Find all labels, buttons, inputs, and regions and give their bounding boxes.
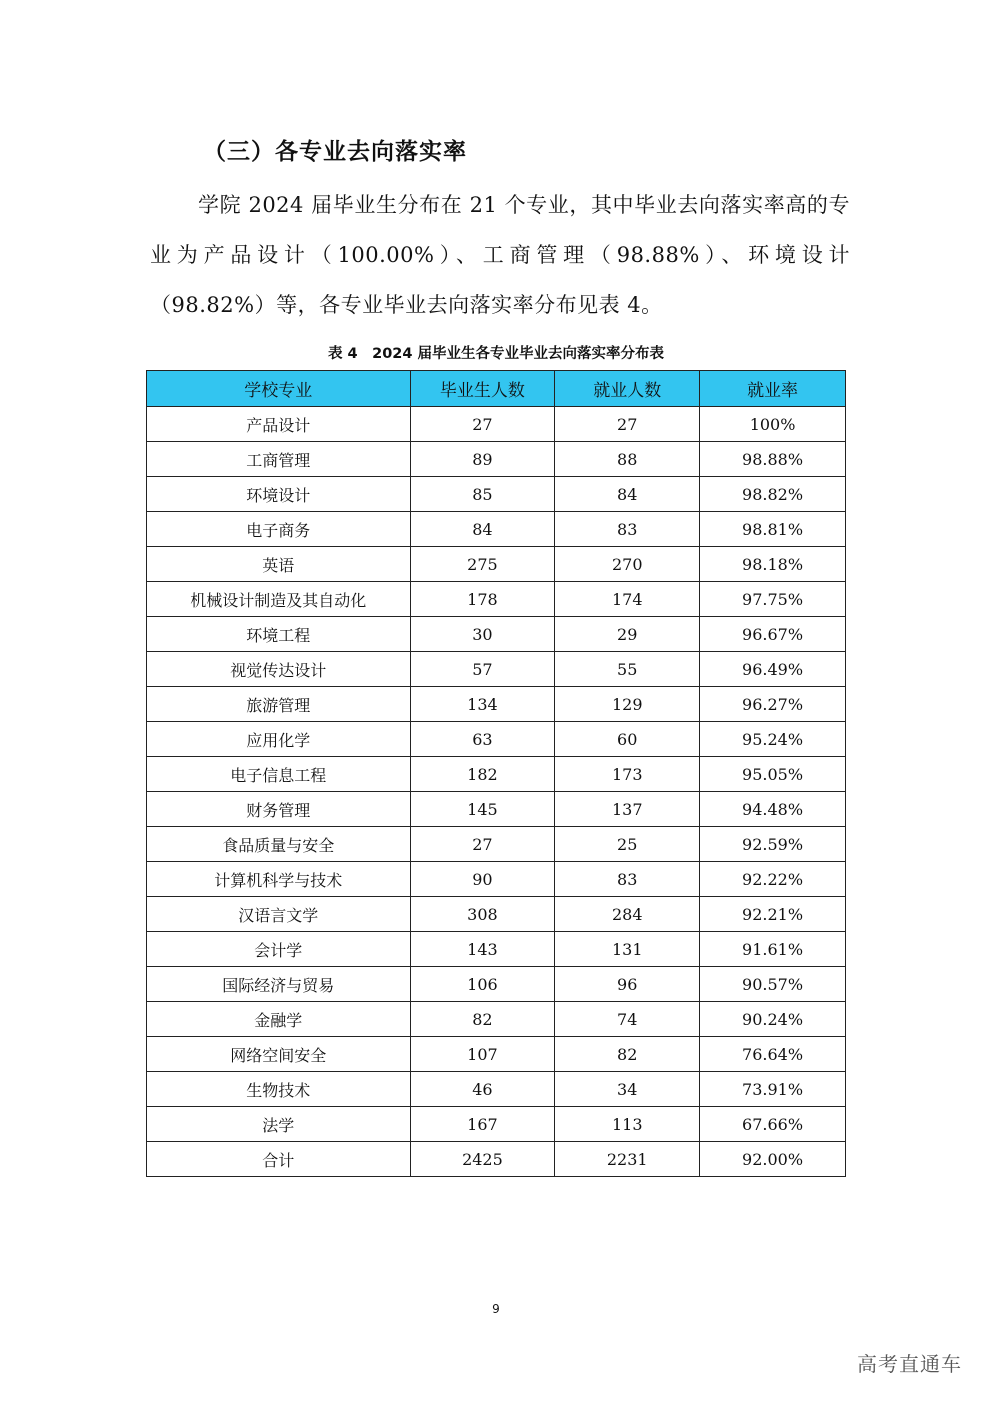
cell-major: 应用化学 — [147, 722, 411, 757]
table-row — [147, 967, 846, 1002]
table-row — [147, 687, 846, 722]
cell-employed: 82 — [555, 1037, 700, 1072]
cell-major: 环境工程 — [147, 617, 411, 652]
cell-graduates: 134 — [410, 687, 555, 722]
cell-employed: 270 — [555, 547, 700, 582]
table-row — [147, 1037, 846, 1072]
cell-rate: 98.18% — [700, 547, 846, 582]
cell-rate: 73.91% — [700, 1072, 846, 1107]
cell-graduates: 275 — [410, 547, 555, 582]
cell-graduates: 85 — [410, 477, 555, 512]
cell-graduates: 2425 — [410, 1142, 555, 1177]
table-total-row — [147, 1142, 846, 1177]
cell-graduates: 82 — [410, 1002, 555, 1037]
cell-employed: 27 — [555, 407, 700, 442]
cell-graduates: 30 — [410, 617, 555, 652]
table-row — [147, 442, 846, 477]
table-row — [147, 792, 846, 827]
table-row — [147, 512, 846, 547]
cell-employed: 60 — [555, 722, 700, 757]
watermark-text: 高考直通车 — [857, 1352, 962, 1376]
cell-rate: 98.82% — [700, 477, 846, 512]
cell-graduates: 57 — [410, 652, 555, 687]
cell-employed: 131 — [555, 932, 700, 967]
cell-rate: 92.00% — [700, 1142, 846, 1177]
cell-major: 网络空间安全 — [147, 1037, 411, 1072]
cell-rate: 96.67% — [700, 617, 846, 652]
column-header-major: 学校专业 — [147, 371, 411, 407]
column-header-employed: 就业人数 — [555, 371, 700, 407]
cell-major: 法学 — [147, 1107, 411, 1142]
cell-major: 机械设计制造及其自动化 — [147, 582, 411, 617]
cell-employed: 74 — [555, 1002, 700, 1037]
cell-rate: 94.48% — [700, 792, 846, 827]
table-row — [147, 652, 846, 687]
cell-graduates: 90 — [410, 862, 555, 897]
cell-rate: 67.66% — [700, 1107, 846, 1142]
cell-employed: 137 — [555, 792, 700, 827]
cell-employed: 83 — [555, 862, 700, 897]
cell-graduates: 143 — [410, 932, 555, 967]
cell-rate: 90.57% — [700, 967, 846, 1002]
cell-rate: 92.59% — [700, 827, 846, 862]
cell-major: 国际经济与贸易 — [147, 967, 411, 1002]
table-row — [147, 827, 846, 862]
cell-graduates: 27 — [410, 827, 555, 862]
table-row — [147, 897, 846, 932]
cell-major: 英语 — [147, 547, 411, 582]
cell-employed: 113 — [555, 1107, 700, 1142]
table-header-row — [147, 371, 846, 407]
cell-rate: 96.49% — [700, 652, 846, 687]
cell-employed: 25 — [555, 827, 700, 862]
page-number: 9 — [492, 1302, 500, 1316]
table-body — [147, 407, 846, 1177]
cell-major: 金融学 — [147, 1002, 411, 1037]
table-caption: 表 4 2024 届毕业生各专业毕业去向落实率分布表 — [327, 346, 665, 362]
table-row — [147, 862, 846, 897]
cell-graduates: 178 — [410, 582, 555, 617]
cell-major: 合计 — [147, 1142, 411, 1177]
cell-rate: 91.61% — [700, 932, 846, 967]
cell-major: 视觉传达设计 — [147, 652, 411, 687]
cell-employed: 284 — [555, 897, 700, 932]
cell-graduates: 46 — [410, 1072, 555, 1107]
table-row — [147, 547, 846, 582]
cell-employed: 2231 — [555, 1142, 700, 1177]
cell-graduates: 167 — [410, 1107, 555, 1142]
cell-rate: 92.22% — [700, 862, 846, 897]
cell-employed: 174 — [555, 582, 700, 617]
cell-rate: 97.75% — [700, 582, 846, 617]
cell-employed: 96 — [555, 967, 700, 1002]
table-row — [147, 1107, 846, 1142]
employment-rate-table — [146, 370, 846, 1177]
cell-rate: 98.88% — [700, 442, 846, 477]
cell-major: 食品质量与安全 — [147, 827, 411, 862]
cell-major: 产品设计 — [147, 407, 411, 442]
cell-graduates: 145 — [410, 792, 555, 827]
table-row — [147, 617, 846, 652]
cell-rate: 96.27% — [700, 687, 846, 722]
column-header-graduates: 毕业生人数 — [410, 371, 555, 407]
cell-employed: 84 — [555, 477, 700, 512]
cell-graduates: 107 — [410, 1037, 555, 1072]
cell-rate: 90.24% — [700, 1002, 846, 1037]
cell-graduates: 89 — [410, 442, 555, 477]
cell-graduates: 308 — [410, 897, 555, 932]
cell-graduates: 106 — [410, 967, 555, 1002]
table-row — [147, 757, 846, 792]
cell-employed: 173 — [555, 757, 700, 792]
cell-major: 工商管理 — [147, 442, 411, 477]
cell-major: 会计学 — [147, 932, 411, 967]
cell-rate: 95.05% — [700, 757, 846, 792]
cell-major: 财务管理 — [147, 792, 411, 827]
cell-rate: 100% — [700, 407, 846, 442]
cell-employed: 55 — [555, 652, 700, 687]
table-row — [147, 1072, 846, 1107]
table-row — [147, 1002, 846, 1037]
cell-employed: 34 — [555, 1072, 700, 1107]
cell-employed: 129 — [555, 687, 700, 722]
cell-rate: 76.64% — [700, 1037, 846, 1072]
cell-employed: 83 — [555, 512, 700, 547]
cell-major: 电子商务 — [147, 512, 411, 547]
table-row — [147, 477, 846, 512]
cell-graduates: 182 — [410, 757, 555, 792]
cell-graduates: 84 — [410, 512, 555, 547]
cell-major: 电子信息工程 — [147, 757, 411, 792]
cell-major: 生物技术 — [147, 1072, 411, 1107]
cell-employed: 88 — [555, 442, 700, 477]
cell-major: 计算机科学与技术 — [147, 862, 411, 897]
cell-rate: 98.81% — [700, 512, 846, 547]
table-row — [147, 932, 846, 967]
table-row — [147, 722, 846, 757]
cell-rate: 92.21% — [700, 897, 846, 932]
body-paragraph: 学院 2024 届毕业生分布在 21 个专业，其中毕业去向落实率高的专业为产品设计（100.00%）、工商管理（98.88%）、环境设计（98.82%）等，各专业毕业去向落实率分布见表 4。 — [150, 193, 850, 317]
cell-graduates: 27 — [410, 407, 555, 442]
cell-major: 旅游管理 — [147, 687, 411, 722]
cell-major: 汉语言文学 — [147, 897, 411, 932]
cell-graduates: 63 — [410, 722, 555, 757]
table-row — [147, 582, 846, 617]
cell-rate: 95.24% — [700, 722, 846, 757]
column-header-rate: 就业率 — [700, 371, 846, 407]
table-row — [147, 407, 846, 442]
section-heading: （三）各专业去向落实率 — [203, 139, 467, 165]
cell-employed: 29 — [555, 617, 700, 652]
cell-major: 环境设计 — [147, 477, 411, 512]
